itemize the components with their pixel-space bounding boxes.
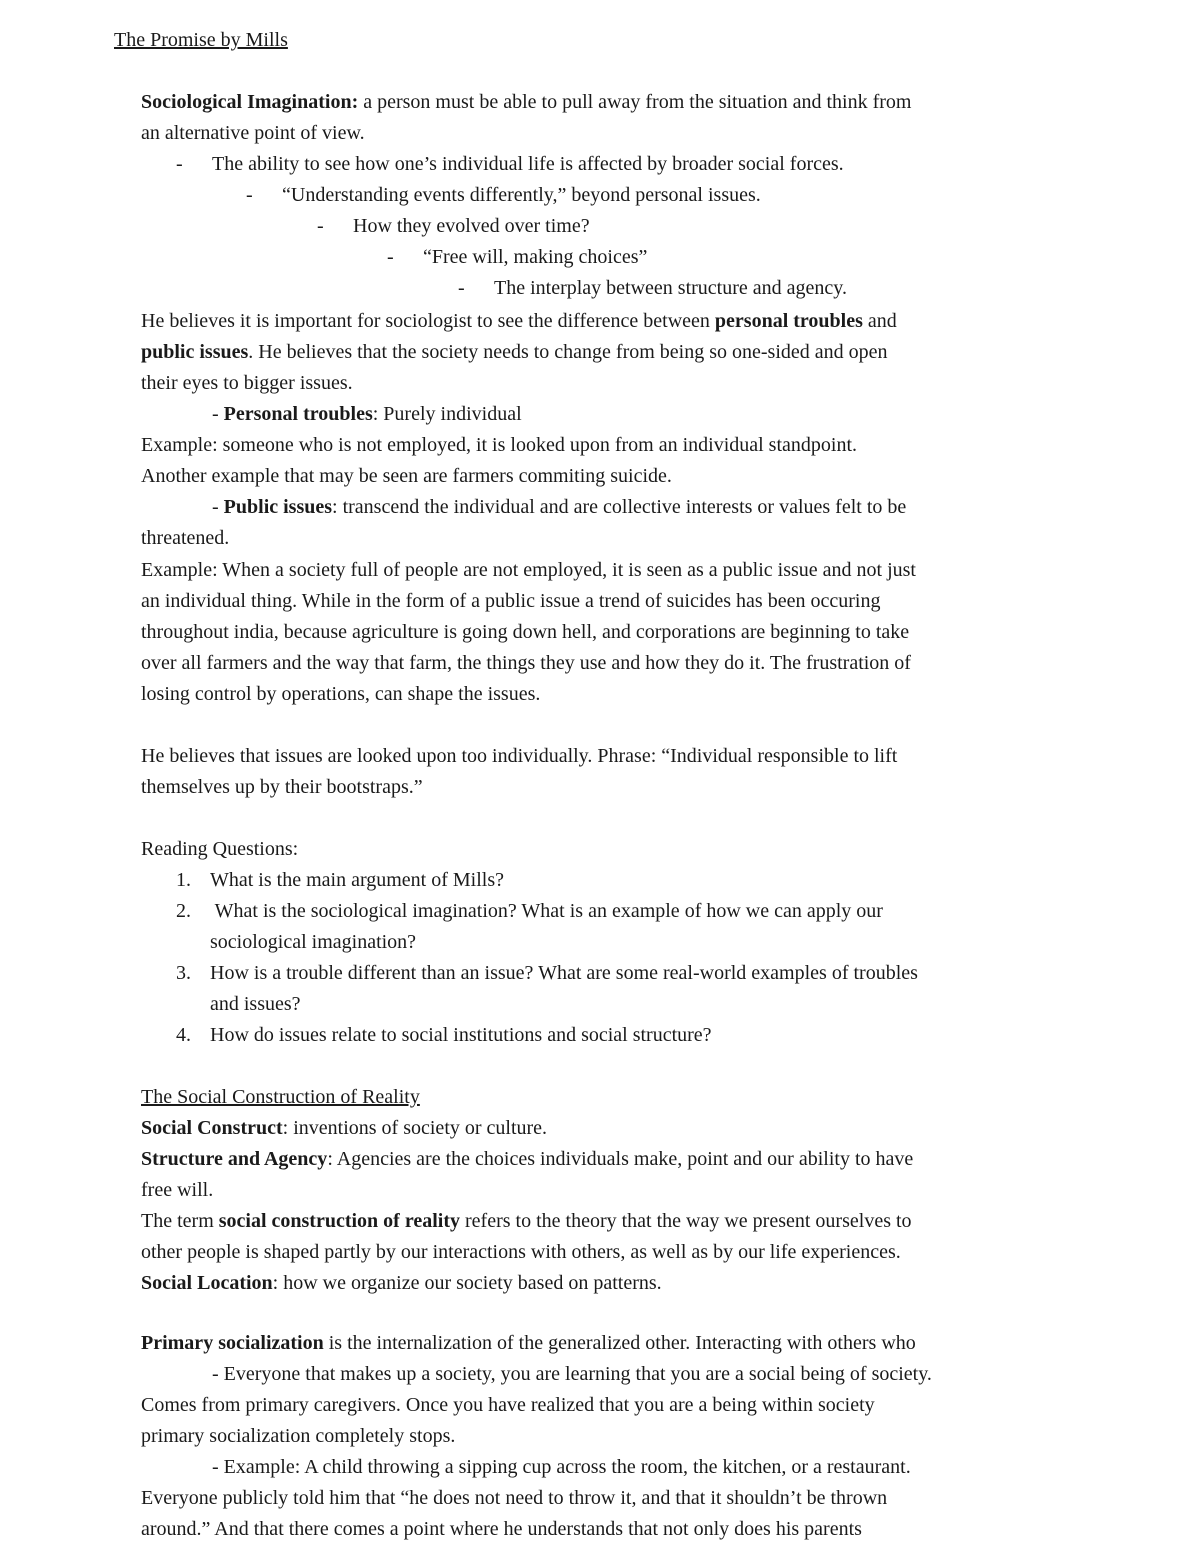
text: - bbox=[212, 403, 224, 425]
text: He believes it is important for sociologist to see the difference between bbox=[141, 310, 715, 332]
personal-troubles-label: Personal troubles bbox=[223, 403, 373, 425]
question-number: 2. bbox=[176, 900, 191, 922]
question-item bbox=[176, 958, 918, 989]
text: : inventions of society or culture. bbox=[282, 1117, 548, 1139]
primary-socialization-definition bbox=[141, 1328, 916, 1359]
question-text: How do issues relate to social institutions and social structure? bbox=[210, 1024, 712, 1046]
sociological-imagination-definition bbox=[141, 87, 911, 118]
bullet-item bbox=[317, 211, 590, 242]
paragraph-line: around.” And that there comes a point where he understands that not only does his parents bbox=[141, 1518, 862, 1540]
primary-socialization-term: Primary socialization bbox=[141, 1332, 324, 1354]
text: and bbox=[862, 310, 897, 332]
bullet-text: How they evolved over time? bbox=[353, 215, 590, 237]
paragraph-line: - Everyone that makes up a society, you are learning that you are a social being of society. bbox=[212, 1363, 932, 1385]
social-construction-heading: The Social Construction of Reality bbox=[141, 1086, 420, 1108]
definition-continued: an alternative point of view. bbox=[141, 122, 365, 144]
paragraph-line: - Example: A child throwing a sipping cup across the room, the kitchen, or a restaurant. bbox=[212, 1456, 911, 1478]
question-item bbox=[176, 1020, 712, 1051]
personal-troubles-item bbox=[212, 399, 522, 430]
question-item bbox=[176, 896, 883, 927]
sociological-imagination-term: Sociological Imagination: bbox=[141, 91, 359, 113]
text: The term bbox=[141, 1210, 219, 1232]
page-title: The Promise by Mills bbox=[114, 29, 288, 51]
example-line: Another example that may be seen are farmers commiting suicide. bbox=[141, 465, 672, 487]
question-text: What is the main argument of Mills? bbox=[210, 869, 505, 891]
structure-agency-definition bbox=[141, 1144, 913, 1175]
text: : how we organize our society based on patterns. bbox=[272, 1272, 662, 1294]
text: : Agencies are the choices individuals make, point and our ability to have bbox=[327, 1148, 914, 1170]
text: refers to the theory that the way we present ourselves to bbox=[460, 1210, 912, 1232]
bullet-text: “Free will, making choices” bbox=[423, 246, 648, 268]
social-construction-reality-term: social construction of reality bbox=[218, 1210, 461, 1232]
bullet-item bbox=[387, 242, 647, 273]
question-item bbox=[176, 865, 504, 896]
paragraph-line: their eyes to bigger issues. bbox=[141, 372, 353, 394]
question-number: 1. bbox=[176, 869, 191, 891]
text: is the internalization of the generalized other. Interacting with others who bbox=[323, 1332, 916, 1354]
example-line: over all farmers and the way that farm, the things they use and how they do it. The frustration of bbox=[141, 652, 911, 674]
structure-agency-term: Structure and Agency bbox=[141, 1148, 328, 1170]
social-construct-term: Social Construct bbox=[141, 1117, 283, 1139]
question-number: 3. bbox=[176, 962, 191, 984]
social-location-definition bbox=[141, 1268, 662, 1299]
question-text: What is the sociological imagination? What is an example of how we can apply our bbox=[210, 900, 883, 922]
paragraph-line: He believes that issues are looked upon too individually. Phrase: “Individual responsible to lift bbox=[141, 745, 898, 767]
bullet-item bbox=[458, 273, 847, 304]
question-text-continued: sociological imagination? bbox=[210, 931, 417, 953]
bullet-marker: - bbox=[246, 184, 253, 206]
bullet-marker: - bbox=[176, 153, 183, 175]
public-issues-label: Public issues bbox=[223, 496, 333, 518]
text: . He believes that the society needs to change from being so one-sided and open bbox=[248, 341, 888, 363]
bullet-text: “Understanding events differently,” beyond personal issues. bbox=[282, 184, 761, 206]
paragraph-line bbox=[141, 337, 888, 368]
troubles-issues-paragraph bbox=[141, 306, 897, 337]
personal-troubles-term: personal troubles bbox=[714, 310, 863, 332]
paragraph-line: threatened. bbox=[141, 527, 230, 549]
bullet-item bbox=[176, 149, 844, 180]
question-text: How is a trouble different than an issue? What are some real-world examples of troubles bbox=[210, 962, 918, 984]
bullet-marker: - bbox=[317, 215, 324, 237]
paragraph-line: free will. bbox=[141, 1179, 214, 1201]
paragraph-line: Everyone publicly told him that “he does not need to throw it, and that it shouldn’t be thrown bbox=[141, 1487, 888, 1509]
bullet-item bbox=[246, 180, 761, 211]
example-line: throughout india, because agriculture is going down hell, and corporations are beginning to take bbox=[141, 621, 910, 643]
bullet-text: The ability to see how one’s individual life is affected by broader social forces. bbox=[212, 153, 844, 175]
paragraph-line: primary socialization completely stops. bbox=[141, 1425, 456, 1447]
reading-questions-heading: Reading Questions: bbox=[141, 838, 299, 860]
public-issues-term: public issues bbox=[141, 341, 249, 363]
text: : Purely individual bbox=[372, 403, 522, 425]
social-construct-definition bbox=[141, 1113, 547, 1144]
question-text-continued: and issues? bbox=[210, 993, 301, 1015]
example-line: losing control by operations, can shape the issues. bbox=[141, 683, 541, 705]
bullet-marker: - bbox=[387, 246, 394, 268]
paragraph-line: other people is shaped partly by our interactions with others, as well as by our life experiences. bbox=[141, 1241, 901, 1263]
example-line: Example: someone who is not employed, it is looked upon from an individual standpoint. bbox=[141, 434, 858, 456]
question-number: 4. bbox=[176, 1024, 191, 1046]
text: - bbox=[212, 496, 224, 518]
bullet-marker: - bbox=[458, 277, 465, 299]
example-line: an individual thing. While in the form of a public issue a trend of suicides has been occuring bbox=[141, 590, 881, 612]
social-construction-reality-definition bbox=[141, 1206, 912, 1237]
example-line: Example: When a society full of people are not employed, it is seen as a public issue and not just bbox=[141, 559, 916, 581]
paragraph-line: Comes from primary caregivers. Once you have realized that you are a being within society bbox=[141, 1394, 875, 1416]
bullet-text: The interplay between structure and agency. bbox=[494, 277, 847, 299]
public-issues-item bbox=[212, 492, 906, 523]
text: : transcend the individual and are collective interests or values felt to be bbox=[332, 496, 907, 518]
social-location-term: Social Location bbox=[141, 1272, 273, 1294]
paragraph-line: themselves up by their bootstraps.” bbox=[141, 776, 423, 798]
definition-text: a person must be able to pull away from the situation and think from bbox=[358, 91, 912, 113]
